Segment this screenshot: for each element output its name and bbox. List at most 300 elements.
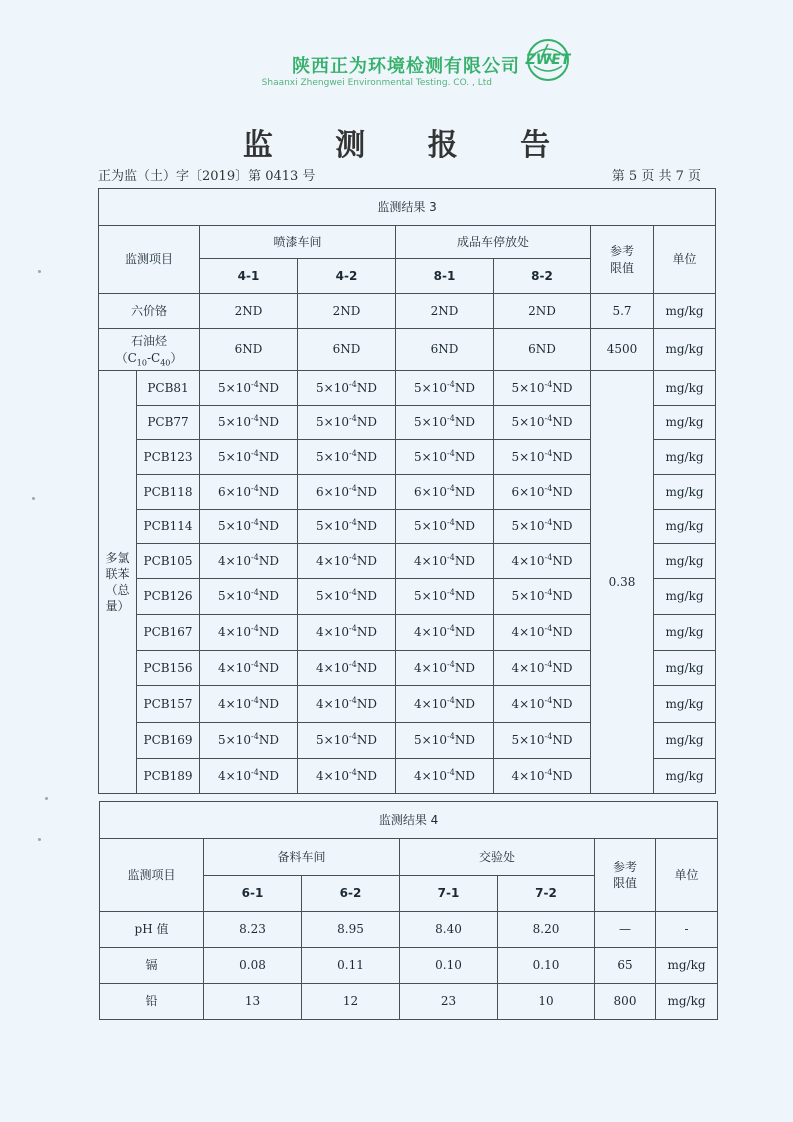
value-exponent: -4 [447, 767, 455, 777]
company-name-cn: 陕西正为环境检测有限公司 [292, 56, 520, 77]
value-mantissa: 5×10 [414, 380, 448, 395]
value-mantissa: 4×10 [511, 553, 545, 568]
value-cell [494, 686, 591, 723]
value-cell: 2ND [298, 294, 396, 329]
value-mantissa: 5×10 [316, 415, 350, 430]
value-cell [298, 475, 396, 510]
value-cell [200, 723, 298, 759]
logo-text: ZWET [525, 52, 571, 68]
pcb-item-name: PCB105 [137, 544, 200, 579]
value-cell: 8.40 [400, 912, 498, 948]
value-mantissa: 5×10 [316, 449, 350, 464]
pcb-group-label-line: 联苯 [105, 566, 130, 581]
scan-speck [32, 497, 35, 500]
value-exponent: -4 [544, 518, 553, 528]
unit: mg/kg [654, 544, 716, 579]
pcb-item-name: PCB169 [137, 723, 200, 759]
value-exponent: -4 [544, 414, 553, 424]
value-cell [396, 440, 494, 475]
value-flag: ND [356, 449, 377, 464]
unit: mg/kg [654, 579, 716, 615]
value-mantissa: 4×10 [316, 553, 350, 568]
value-cell [494, 759, 591, 794]
value-cell: 13 [204, 984, 302, 1020]
value-cell [200, 406, 298, 440]
value-mantissa: 5×10 [511, 519, 545, 534]
scan-speck [45, 797, 48, 800]
pcb-item-name: PCB189 [137, 759, 200, 794]
value-cell: 8.23 [204, 912, 302, 948]
document-number: 正为监（土）字〔2019〕第 0413 号 [98, 169, 316, 184]
value-mantissa: 4×10 [511, 768, 545, 783]
value-cell [494, 475, 591, 510]
point-header: 8-1 [396, 259, 494, 294]
table-row [100, 912, 718, 948]
value-flag: ND [454, 380, 475, 395]
value-cell [200, 544, 298, 579]
value-cell: 10 [498, 984, 595, 1020]
value-flag: ND [552, 449, 573, 464]
value-exponent: -4 [349, 588, 357, 598]
value-mantissa: 4×10 [218, 553, 252, 568]
value-exponent: -4 [544, 695, 553, 705]
unit: mg/kg [654, 371, 716, 406]
value-cell [200, 686, 298, 723]
value-flag: ND [356, 380, 377, 395]
point-header: 7-2 [498, 876, 595, 912]
value-mantissa: 4×10 [511, 696, 545, 711]
value-flag: ND [258, 519, 279, 534]
value-cell [494, 440, 591, 475]
value-cell: 8.95 [302, 912, 400, 948]
value-flag: ND [454, 696, 475, 711]
value-mantissa: 4×10 [316, 696, 350, 711]
value-flag: ND [356, 519, 377, 534]
value-exponent: -4 [251, 695, 259, 705]
item-name: 铅 [100, 984, 204, 1020]
value-cell: 2ND [200, 294, 298, 329]
value-flag: ND [552, 553, 573, 568]
item-header: 监测项目 [100, 839, 204, 912]
value-exponent: -4 [544, 732, 553, 742]
value-cell [298, 406, 396, 440]
unit: mg/kg [656, 948, 718, 984]
value-flag: ND [552, 415, 573, 430]
scan-speck [38, 838, 41, 841]
value-exponent: -4 [544, 483, 553, 493]
value-flag: ND [552, 733, 573, 748]
pcb-item-name: PCB156 [137, 651, 200, 686]
value-exponent: -4 [349, 414, 357, 424]
value-flag: ND [356, 415, 377, 430]
value-mantissa: 5×10 [218, 415, 252, 430]
value-mantissa: 4×10 [414, 660, 448, 675]
value-cell [298, 686, 396, 723]
value-mantissa: 4×10 [218, 660, 252, 675]
scan-speck [38, 270, 41, 273]
value-cell [494, 723, 591, 759]
value-exponent: -4 [447, 414, 455, 424]
value-exponent: -4 [251, 552, 259, 562]
value-flag: ND [454, 553, 475, 568]
value-mantissa: 5×10 [511, 415, 545, 430]
value-exponent: -4 [349, 695, 357, 705]
value-flag: ND [258, 733, 279, 748]
section-title: 监测结果 4 [100, 802, 718, 839]
value-cell: 23 [400, 984, 498, 1020]
pcb-group-label-line: （总 [105, 583, 130, 597]
value-flag: ND [258, 415, 279, 430]
value-cell [298, 651, 396, 686]
item-name-line: 石油烃 [130, 334, 167, 349]
value-mantissa: 4×10 [316, 768, 350, 783]
point-header: 7-1 [400, 876, 498, 912]
value-cell [298, 544, 396, 579]
value-flag: ND [258, 449, 279, 464]
value-cell [200, 440, 298, 475]
monitoring-result-3-table [98, 188, 716, 794]
header-line: 限值 [612, 876, 637, 890]
value-cell: 0.10 [400, 948, 498, 984]
value-flag: ND [258, 660, 279, 675]
pcb-item-name: PCB81 [137, 371, 200, 406]
value-exponent: -4 [251, 767, 259, 777]
page-number: 第 5 页 共 7 页 [611, 169, 701, 184]
value-flag: ND [552, 660, 573, 675]
value-cell [396, 371, 494, 406]
value-cell [494, 579, 591, 615]
value-exponent: -4 [447, 379, 455, 389]
value-flag: ND [356, 484, 377, 499]
unit: mg/kg [654, 686, 716, 723]
point-header: 6-1 [204, 876, 302, 912]
reference-limit: 800 [595, 984, 656, 1020]
unit: mg/kg [654, 329, 716, 371]
monitoring-result-4-table [99, 801, 718, 1020]
value-exponent: -4 [349, 552, 357, 562]
pcb-item-name: PCB157 [137, 686, 200, 723]
value-flag: ND [552, 625, 573, 640]
value-exponent: -4 [544, 588, 553, 598]
value-flag: ND [356, 733, 377, 748]
value-cell [200, 651, 298, 686]
point-header: 6-2 [302, 876, 400, 912]
value-cell: 0.08 [204, 948, 302, 984]
value-cell [298, 615, 396, 651]
value-flag: ND [454, 415, 475, 430]
item-name: 六价铬 [99, 294, 200, 329]
section-title: 监测结果 3 [99, 189, 716, 226]
value-mantissa: 5×10 [218, 449, 252, 464]
value-flag: ND [552, 484, 573, 499]
value-mantissa: 4×10 [218, 625, 252, 640]
value-cell [298, 579, 396, 615]
value-mantissa: 4×10 [511, 660, 545, 675]
value-flag: ND [258, 553, 279, 568]
unit: mg/kg [654, 510, 716, 544]
value-cell [396, 686, 494, 723]
unit: mg/kg [654, 651, 716, 686]
value-flag: ND [552, 380, 573, 395]
value-exponent: -4 [447, 624, 455, 634]
value-mantissa: 6×10 [218, 484, 252, 499]
subscript: 40 [160, 357, 171, 367]
value-cell: 2ND [494, 294, 591, 329]
reference-limit: — [595, 912, 656, 948]
value-mantissa: 4×10 [316, 625, 350, 640]
group-header: 备料车间 [204, 839, 400, 876]
text-part: -C [146, 350, 161, 365]
value-flag: ND [258, 696, 279, 711]
value-mantissa: 5×10 [511, 380, 545, 395]
value-mantissa: 5×10 [414, 415, 448, 430]
value-cell [200, 371, 298, 406]
value-exponent: -4 [251, 588, 259, 598]
value-mantissa: 6×10 [414, 484, 448, 499]
value-cell [494, 615, 591, 651]
unit: mg/kg [654, 475, 716, 510]
pcb-item-name: PCB118 [137, 475, 200, 510]
table-row [100, 984, 718, 1020]
value-mantissa: 4×10 [414, 696, 448, 711]
value-mantissa: 5×10 [218, 733, 252, 748]
value-flag: ND [356, 696, 377, 711]
value-mantissa: 6×10 [511, 484, 545, 499]
reference-limit: 4500 [591, 329, 654, 371]
value-cell [396, 579, 494, 615]
value-exponent: -4 [251, 659, 259, 669]
pcb-group-label-line: 量） [105, 599, 130, 614]
value-cell: 8.20 [498, 912, 595, 948]
point-header: 4-2 [298, 259, 396, 294]
page-title: 监 测 报 告 [242, 128, 577, 163]
text-part: ） [170, 350, 183, 365]
value-flag: ND [356, 553, 377, 568]
value-exponent: -4 [251, 448, 259, 458]
header-line: 参考 [609, 244, 634, 259]
value-cell [298, 440, 396, 475]
value-exponent: -4 [349, 732, 357, 742]
reference-limit-header [591, 226, 654, 294]
value-mantissa: 5×10 [511, 589, 545, 604]
pcb-item-name: PCB114 [137, 510, 200, 544]
value-cell [298, 723, 396, 759]
value-exponent: -4 [349, 518, 357, 528]
header-line: 限值 [609, 260, 634, 275]
value-flag: ND [454, 768, 475, 783]
value-exponent: -4 [251, 483, 259, 493]
value-mantissa: 5×10 [218, 589, 252, 604]
value-exponent: -4 [447, 732, 455, 742]
group-header: 成品车停放处 [396, 226, 591, 259]
value-mantissa: 5×10 [511, 733, 545, 748]
value-cell [396, 475, 494, 510]
value-mantissa: 5×10 [414, 733, 448, 748]
table-row [99, 294, 716, 329]
unit: mg/kg [656, 984, 718, 1020]
value-cell [200, 475, 298, 510]
value-flag: ND [258, 589, 279, 604]
value-flag: ND [356, 589, 377, 604]
value-flag: ND [454, 519, 475, 534]
value-flag: ND [552, 519, 573, 534]
company-name-en: Shaanxi Zhengwei Environmental Testing. CO. , Ltd [261, 78, 492, 88]
value-exponent: -4 [251, 732, 259, 742]
value-mantissa: 4×10 [414, 553, 448, 568]
value-mantissa: 4×10 [218, 696, 252, 711]
item-header: 监测项目 [99, 226, 200, 294]
value-cell [396, 544, 494, 579]
table-row [100, 948, 718, 984]
item-name-line [116, 351, 183, 365]
value-exponent: -4 [251, 624, 259, 634]
point-header: 8-2 [494, 259, 591, 294]
value-cell [298, 371, 396, 406]
value-cell [494, 406, 591, 440]
value-cell: 2ND [396, 294, 494, 329]
value-mantissa: 5×10 [218, 519, 252, 534]
subscript: 10 [136, 357, 147, 367]
item-name: pH 值 [100, 912, 204, 948]
value-cell: 0.11 [302, 948, 400, 984]
company-logo-icon [512, 36, 584, 92]
value-cell [298, 759, 396, 794]
value-cell [396, 406, 494, 440]
reference-limit: 65 [595, 948, 656, 984]
value-exponent: -4 [349, 448, 357, 458]
value-cell: 0.10 [498, 948, 595, 984]
value-exponent: -4 [447, 695, 455, 705]
pcb-reference-limit: 0.38 [591, 371, 654, 794]
value-cell: 6ND [396, 329, 494, 371]
value-cell [396, 759, 494, 794]
value-mantissa: 4×10 [414, 625, 448, 640]
value-exponent: -4 [349, 624, 357, 634]
value-exponent: -4 [447, 659, 455, 669]
value-flag: ND [258, 625, 279, 640]
value-mantissa: 5×10 [316, 380, 350, 395]
header-line: 参考 [612, 859, 637, 874]
pcb-item-name: PCB167 [137, 615, 200, 651]
value-mantissa: 6×10 [316, 484, 350, 499]
value-cell [200, 510, 298, 544]
unit: mg/kg [654, 294, 716, 329]
reference-limit: 5.7 [591, 294, 654, 329]
value-mantissa: 4×10 [218, 768, 252, 783]
value-cell: 12 [302, 984, 400, 1020]
unit: mg/kg [654, 615, 716, 651]
pcb-item-name: PCB123 [137, 440, 200, 475]
value-flag: ND [552, 589, 573, 604]
value-exponent: -4 [447, 552, 455, 562]
value-cell [396, 651, 494, 686]
table-row [99, 329, 716, 371]
pcb-rows [99, 371, 716, 794]
unit: mg/kg [654, 440, 716, 475]
value-exponent: -4 [447, 588, 455, 598]
value-mantissa: 5×10 [316, 733, 350, 748]
unit-header: 单位 [656, 839, 718, 912]
value-mantissa: 5×10 [316, 589, 350, 604]
value-flag: ND [258, 768, 279, 783]
item-name [99, 329, 200, 371]
value-exponent: -4 [349, 767, 357, 777]
value-cell [396, 510, 494, 544]
value-cell [200, 579, 298, 615]
value-flag: ND [552, 696, 573, 711]
value-flag: ND [454, 625, 475, 640]
value-cell [494, 651, 591, 686]
unit: mg/kg [654, 759, 716, 794]
report-header [0, 0, 793, 100]
value-cell [200, 615, 298, 651]
value-exponent: -4 [349, 483, 357, 493]
value-flag: ND [552, 768, 573, 783]
value-flag: ND [258, 380, 279, 395]
value-exponent: -4 [251, 379, 259, 389]
value-exponent: -4 [544, 624, 553, 634]
value-flag: ND [454, 733, 475, 748]
unit: mg/kg [654, 723, 716, 759]
unit: - [656, 912, 718, 948]
text-part: （C [115, 350, 137, 365]
value-mantissa: 4×10 [511, 625, 545, 640]
value-flag: ND [454, 660, 475, 675]
value-cell: 6ND [298, 329, 396, 371]
value-exponent: -4 [251, 414, 259, 424]
result-4-rows [100, 912, 718, 1020]
value-exponent: -4 [251, 518, 259, 528]
pcb-group-label-line: 多氯 [105, 550, 130, 565]
value-cell [396, 723, 494, 759]
value-cell [494, 544, 591, 579]
group-header: 交验处 [400, 839, 595, 876]
value-cell: 6ND [200, 329, 298, 371]
group-header: 喷漆车间 [200, 226, 396, 259]
value-exponent: -4 [544, 379, 553, 389]
value-flag: ND [258, 484, 279, 499]
value-flag: ND [454, 484, 475, 499]
value-mantissa: 4×10 [414, 768, 448, 783]
item-name: 镉 [100, 948, 204, 984]
value-exponent: -4 [349, 659, 357, 669]
value-cell [298, 510, 396, 544]
value-mantissa: 5×10 [316, 519, 350, 534]
value-exponent: -4 [349, 379, 357, 389]
point-header: 4-1 [200, 259, 298, 294]
value-cell [396, 615, 494, 651]
value-mantissa: 5×10 [414, 519, 448, 534]
pcb-item-name: PCB77 [137, 406, 200, 440]
value-cell: 6ND [494, 329, 591, 371]
value-cell [200, 759, 298, 794]
value-mantissa: 5×10 [414, 449, 448, 464]
reference-limit-header [595, 839, 656, 912]
pcb-group-label [99, 371, 137, 794]
value-exponent: -4 [544, 552, 553, 562]
value-flag: ND [356, 768, 377, 783]
value-mantissa: 5×10 [414, 589, 448, 604]
value-mantissa: 4×10 [316, 660, 350, 675]
value-flag: ND [454, 449, 475, 464]
table-row [99, 371, 716, 406]
value-flag: ND [454, 589, 475, 604]
value-flag: ND [356, 660, 377, 675]
value-exponent: -4 [544, 448, 553, 458]
value-exponent: -4 [447, 448, 455, 458]
value-exponent: -4 [544, 659, 553, 669]
value-exponent: -4 [544, 767, 553, 777]
